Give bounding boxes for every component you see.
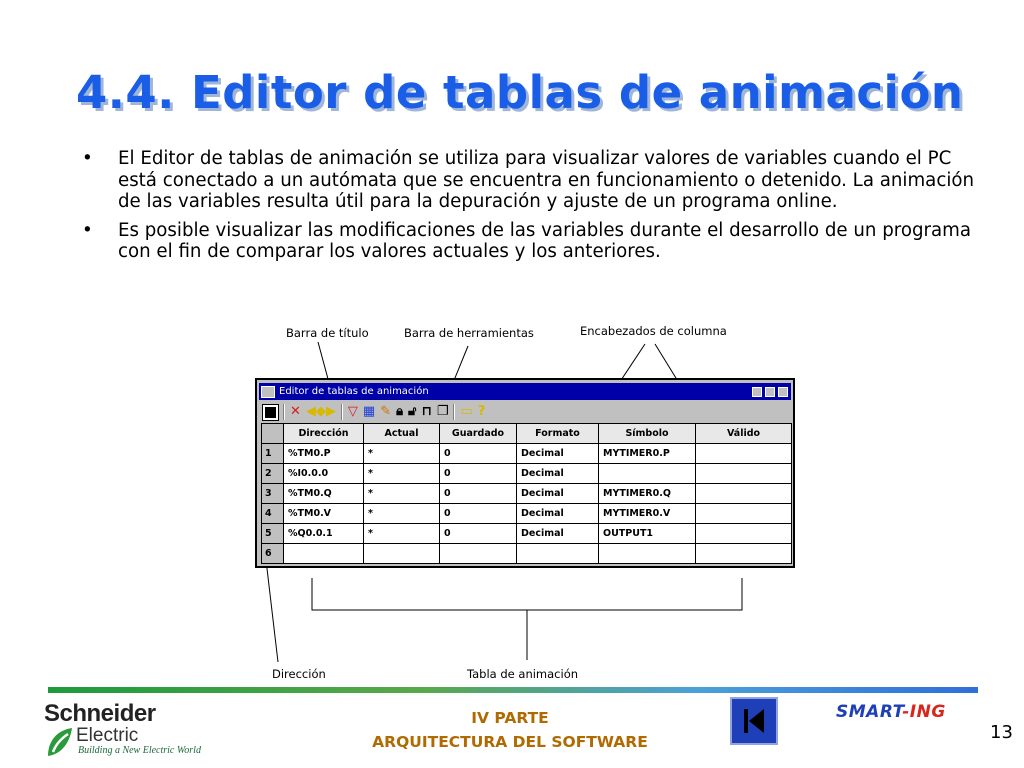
callout-toolbar: Barra de herramientas [404,326,534,340]
table-row [262,504,792,524]
part-number: IV PARTE [471,709,549,727]
column-header[interactable]: Formato [517,424,599,444]
column-header[interactable]: Símbolo [599,424,696,444]
row-number[interactable]: 1 [262,444,284,464]
columns-icon[interactable]: ▦ [362,404,376,419]
row-number[interactable]: 6 [262,544,284,564]
valid-cell[interactable] [696,464,792,484]
column-header[interactable]: Dirección [284,424,364,444]
grid-icon[interactable] [263,405,278,420]
bullet-text: Es posible visualizar las modificaciones de las variables durante el desarrollo de un programa con el fin de comparar los valores actuales y los anteriores. [118,219,972,262]
smart-ing-logo [836,702,946,722]
saved-cell[interactable]: 0 [440,464,517,484]
valid-cell[interactable] [696,504,792,524]
symbol-cell[interactable] [599,464,696,484]
valid-cell[interactable] [696,524,792,544]
format-cell[interactable]: Decimal [517,524,599,544]
address-cell[interactable]: %Q0.0.1 [284,524,364,544]
symbol-cell[interactable]: MYTIMER0.Q [599,484,696,504]
column-header[interactable]: Válido [696,424,792,444]
symbol-cell[interactable]: MYTIMER0.P [599,444,696,464]
table-row [262,524,792,544]
callout-headers: Encabezados de columna [580,324,727,338]
page-number: 13 [990,722,1013,743]
address-cell[interactable]: %TM0.V [284,504,364,524]
table-row [262,544,792,564]
valid-cell[interactable] [696,484,792,504]
maximize-button[interactable] [765,387,775,397]
current-cell[interactable]: * [364,444,440,464]
table-header-row [262,424,792,444]
current-cell[interactable] [364,544,440,564]
current-cell[interactable]: * [364,524,440,544]
format-cell[interactable]: Decimal [517,464,599,484]
saved-cell[interactable]: 0 [440,484,517,504]
column-header[interactable]: Guardado [440,424,517,444]
saved-cell[interactable]: 0 [440,504,517,524]
window-titlebar[interactable] [259,383,791,400]
pencil-icon[interactable]: ✎ [380,404,392,419]
address-cell[interactable] [284,544,364,564]
minimize-button[interactable] [752,387,762,397]
toolbar-separator [283,404,285,420]
saved-cell[interactable]: 0 [440,444,517,464]
format-cell[interactable]: Decimal [517,504,599,524]
current-cell[interactable]: * [364,464,440,484]
symbol-cell[interactable]: MYTIMER0.V [599,504,696,524]
saved-cell[interactable]: 0 [440,524,517,544]
address-cell[interactable]: %TM0.Q [284,484,364,504]
toolbar-separator [453,404,455,420]
table-row [262,484,792,504]
toolbar-separator [341,404,343,420]
bullet-marker: • [82,219,93,241]
lock-small-icon[interactable]: ⊓ [421,404,432,419]
current-cell[interactable]: * [364,484,440,504]
logo-subname: Electric [76,725,139,746]
bullet-text: El Editor de tablas de animación se utiliza para visualizar valores de variables cuando el PC está conectado a un autómata que se encuentra en funcionamiento o detenido. La animación de las variables resulta útil para la depuración y ajuste de un programa online. [118,148,975,212]
address-cell[interactable]: %TM0.P [284,444,364,464]
row-number[interactable]: 2 [262,464,284,484]
logo-row [44,726,201,760]
logo-text-block [76,726,201,756]
brand-part-b: -ING [902,702,946,722]
unlock-icon[interactable]: 🔓︎ [408,404,417,419]
app-icon [261,386,275,398]
arrows-icon[interactable]: ◀◆▶ [305,404,336,419]
go-first-icon [738,705,770,737]
leaf-logo-icon [44,726,74,760]
symbol-cell[interactable] [599,544,696,564]
saved-cell[interactable] [440,544,517,564]
row-number[interactable]: 5 [262,524,284,544]
lock-icon[interactable]: 🔒︎ [396,404,404,419]
tag-icon[interactable]: ▭ [460,404,473,419]
slide-title: 4.4. Editor de tablas de animación [76,66,964,119]
brand-part-a: SMART [836,702,903,722]
delete-icon[interactable]: ✕ [290,404,301,419]
footer-gradient-bar [48,687,978,693]
insert-icon[interactable]: ▽ [347,404,358,419]
part-title: ARQUITECTURA DEL SOFTWARE [372,733,648,751]
window-title: Editor de tablas de animación [279,386,429,397]
format-cell[interactable]: Decimal [517,444,599,464]
window-toolbar [259,402,791,422]
bullet-marker: • [82,148,93,169]
table-row [262,444,792,464]
corner-cell[interactable] [262,424,284,444]
symbol-cell[interactable]: OUTPUT1 [599,524,696,544]
current-cell[interactable]: * [364,504,440,524]
row-number[interactable]: 4 [262,504,284,524]
animation-table-window [255,378,795,568]
format-cell[interactable]: Decimal [517,484,599,504]
valid-cell[interactable] [696,444,792,464]
window-icon[interactable]: ❐ [436,404,449,419]
callout-titlebar: Barra de título [286,326,369,340]
go-first-button[interactable] [730,697,778,745]
callout-table: Tabla de animación [467,667,579,681]
schneider-logo [44,700,201,760]
callout-address: Dirección [272,667,326,681]
logo-tagline: Building a New Electric World [78,745,201,756]
logo-name: Schneider [44,700,156,727]
table-row [262,464,792,484]
address-cell[interactable]: %I0.0.0 [284,464,364,484]
help-icon[interactable]: ? [477,404,486,419]
row-number[interactable]: 3 [262,484,284,504]
valid-cell[interactable] [696,544,792,564]
animation-table [261,423,792,564]
format-cell[interactable] [517,544,599,564]
close-button[interactable] [778,387,788,397]
column-header[interactable]: Actual [364,424,440,444]
section-label [330,706,690,754]
